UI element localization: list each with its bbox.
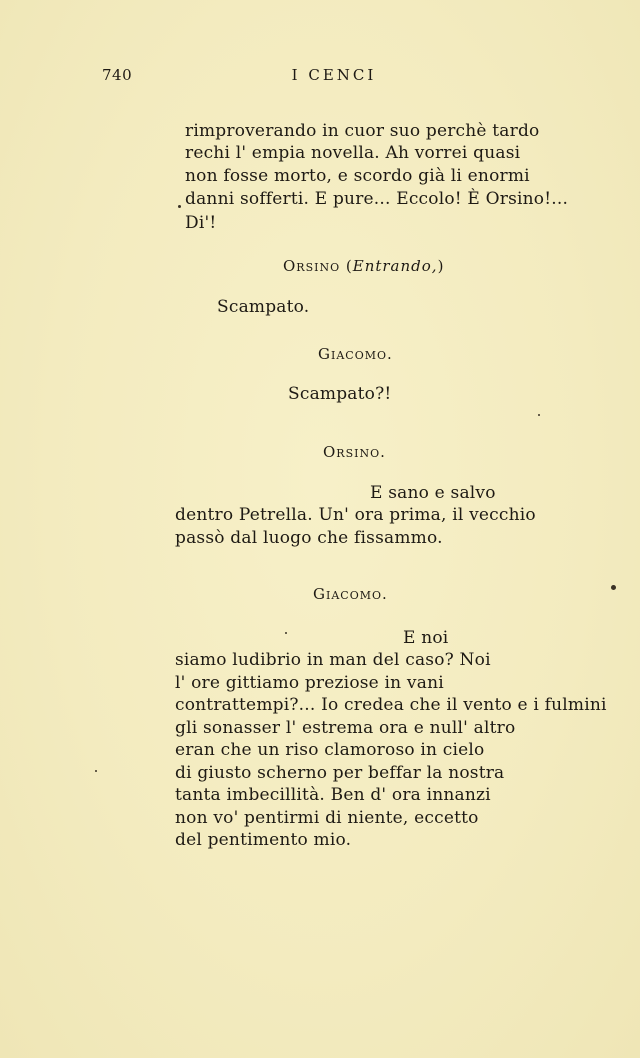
speaker-heading xyxy=(283,257,444,275)
text-line: siamo ludibrio in man del caso? Noi xyxy=(175,650,491,670)
text-line: l' ore gittiamo preziose in vani xyxy=(175,673,444,693)
text-line: eran che un riso clamoroso in cielo xyxy=(175,740,485,760)
text-line: Di'! xyxy=(185,213,217,233)
dialogue-line: Scampato. xyxy=(217,297,310,317)
speaker-heading xyxy=(313,585,388,603)
text-line: passò dal luogo che fissammo. xyxy=(175,528,443,548)
text-line: E noi xyxy=(403,628,449,648)
speaker-heading xyxy=(318,345,393,363)
running-title: I CENCI xyxy=(291,66,377,84)
text-line: del pentimento mio. xyxy=(175,830,352,850)
text-line: E sano e salvo xyxy=(370,483,496,503)
text-line: non fosse morto, e scordo già li enormi xyxy=(185,166,530,186)
text-line: dentro Petrella. Un' ora prima, il vecchio xyxy=(175,505,536,525)
text-line: rechi l' empia novella. Ah vorrei quasi xyxy=(185,143,521,163)
page-number: 740 xyxy=(102,66,133,84)
text-line: contrattempi?... Io credea che il vento e i fulmini xyxy=(175,695,607,715)
stage-direction: Entrando, xyxy=(352,257,438,275)
speaker-name: Giacomo. xyxy=(318,345,393,363)
ink-speck xyxy=(538,414,540,416)
text-line: rimproverando in cuor suo perchè tardo xyxy=(185,121,540,141)
speaker-name: Orsino. xyxy=(323,443,386,461)
ink-speck xyxy=(611,585,616,590)
stage-direction-close: ) xyxy=(437,257,445,275)
speaker-heading xyxy=(323,443,386,461)
ink-speck xyxy=(178,205,181,208)
text-line: danni sofferti. E pure... Eccolo! È Orsino!... xyxy=(185,189,569,209)
speaker-name: Orsino xyxy=(283,257,341,275)
ink-speck xyxy=(285,632,287,634)
stage-direction-open: ( xyxy=(345,257,353,275)
dialogue-line: Scampato?! xyxy=(288,384,392,404)
text-line: gli sonasser l' estrema ora e null' altro xyxy=(175,718,516,738)
speaker-name: Giacomo. xyxy=(313,585,388,603)
text-line: non vo' pentirmi di niente, eccetto xyxy=(175,808,479,828)
text-line: tanta imbecillità. Ben d' ora innanzi xyxy=(175,785,491,805)
text-line: di giusto scherno per beffar la nostra xyxy=(175,763,505,783)
ink-speck xyxy=(95,770,97,772)
